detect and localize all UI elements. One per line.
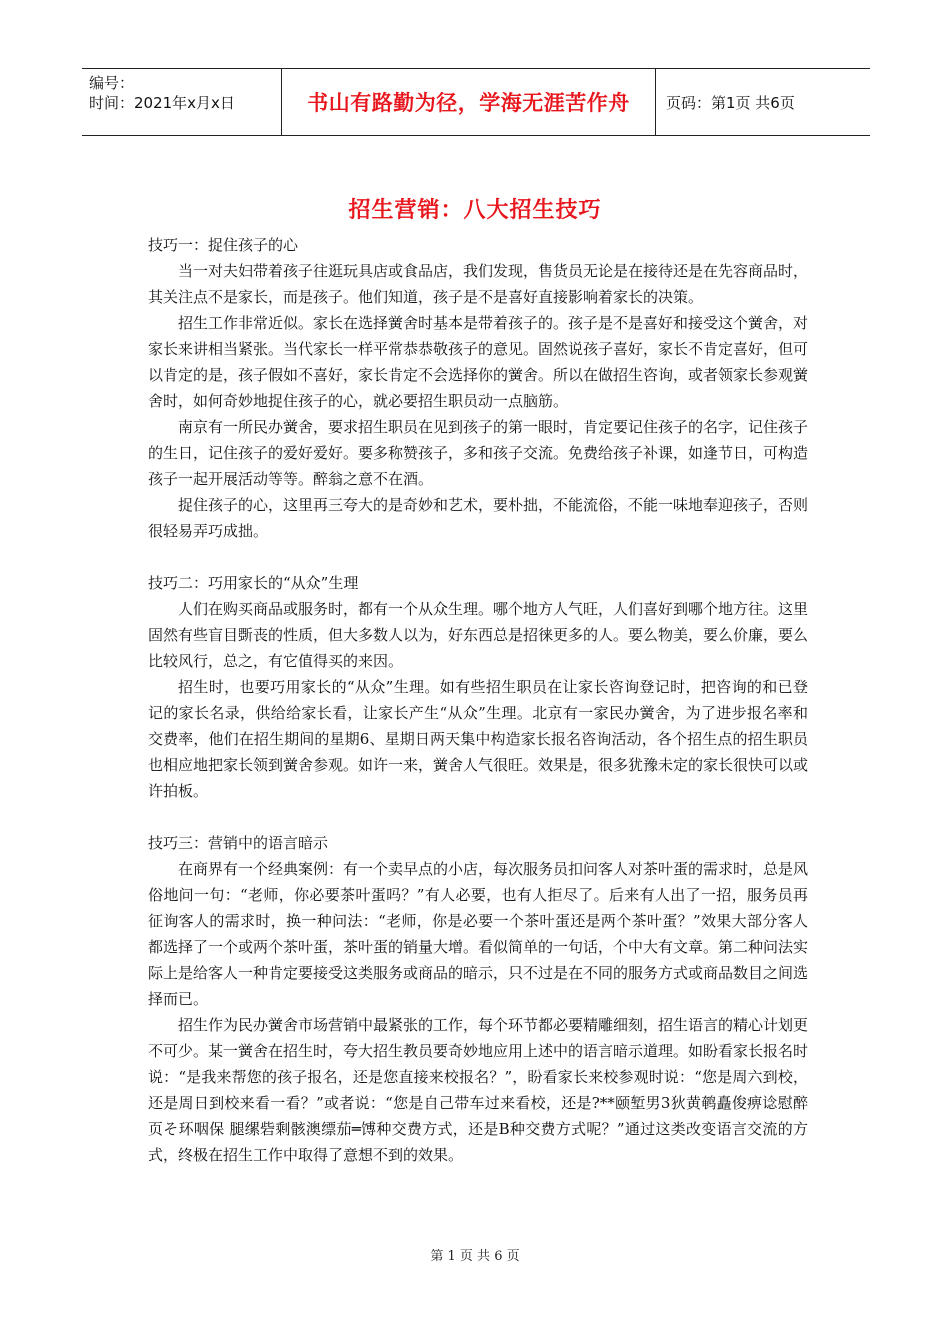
paragraph: 当一对夫妇带着孩子往逛玩具店或食品店，我们发现，售货员无论是在接待还是在先容商品时，其关注点不是家长，而是孩子。他们知道，孩子是不是喜好直接影响着家长的决策。 <box>148 262 809 306</box>
paragraph: 南京有一所民办黉舍，要求招生职员在见到孩子的第一眼时，肯定要记住孩子的名字，记住孩子的生日，记住孩子的爱好爱好。要多称赞孩子，多和孩子交流。免费给孩子补课，如逢节日，可构造孩子一起开展活动等等。醉翁之意不在酒。 <box>148 418 809 488</box>
document-body <box>148 232 808 1194</box>
paragraph: 招生工作非常近似。家长在选择黉舍时基本是带着孩子的。孩子是不是喜好和接受这个黉舍，对家长来讲相当紧张。当代家长一样平常恭恭敬孩子的意见。固然说孩子喜好，家长不肯定喜好，但可以肯定的是，孩子假如不喜好，家长肯定不会选择你的黉舍。所以在做招生咨询，或者领家长参观黉舍时，如何奇妙地捉住孩子的心，就必要招生职员动一点脑筋。 <box>148 314 809 410</box>
section-heading: 技巧二：巧用家长的“从众”生理 <box>148 574 359 592</box>
section-1 <box>148 232 808 544</box>
paragraph: 人们在购买商品或服务时，都有一个从众生理。哪个地方人气旺，人们喜好到哪个地方往。这里固然有些盲目斲丧的性质，但大多数人以为，好东西总是招徕更多的人。要么物美，要么价廉，要么比较风行，总之，有它值得买的来因。 <box>148 600 809 670</box>
page-footer: 第 1 页 共 6 页 <box>430 1249 520 1264</box>
section-3 <box>148 830 808 1168</box>
page-header <box>82 68 870 136</box>
paragraph: 招生时，也要巧用家长的“从众”生理。如有些招生职员在让家长咨询登记时，把咨询的和已登记的家长名录，供给给家长看，让家长产生“从众”生理。北京有一家民办黉舍，为了进步报名率和交费率，他们在招生期间的星期6、星期日两天集中构造家长报名咨询活动，各个招生点的招生职员也相应地把家长领到黉舍参观。如许一来，黉舍人气很旺。效果是，很多犹豫未定的家长很快可以或许拍板。 <box>148 678 809 800</box>
paragraph: 招生作为民办黉舍市场营销中最紧张的工作，每个环节都必要精雕细刻，招生语言的精心计划更不可少。某一黉舍在招生时，夸大招生教员要奇妙地应用上述中的语言暗示道理。如盼看家长报名时说：“是我来帮您的孩子报名，还是您直接来校报名？”，盼看家长来校参观时说：“您是周六到校，还是周日到校来看一看？”或者说：“您是自己带车过来看校，还是?**颐堑男3狄黄鹌矗俊痹谂慰醉页そ环咽保 腿缧砦剩骸澳缥茄═馎种交费方式，还是B种交费方式呢？”通过这类改变语言交流的方式，终极在招生工作中取得了意想不到的效果。 <box>148 1016 809 1164</box>
header-slogan: 书山有路勤为径，学海无涯苦作舟 <box>282 69 656 135</box>
header-page-info: 页码：第1页 共6页 <box>666 93 795 112</box>
section-2 <box>148 570 808 804</box>
paragraph: 捉住孩子的心，这里再三夸大的是奇妙和艺术，要朴拙，不能流俗，不能一味地奉迎孩子，否则很轻易弄巧成拙。 <box>148 496 809 540</box>
header-meta <box>82 69 282 135</box>
paragraph: 在商界有一个经典案例：有一个卖早点的小店，每次服务员扣问客人对茶叶蛋的需求时，总是风俗地问一句：“老师，你必要茶叶蛋吗？”有人必要，也有人拒尽了。后来有人出了一招，服务员再征询客人的需求时，换一种问法：“老师，你是必要一个茶叶蛋还是两个茶叶蛋？”效果大部分客人都选择了一个或两个茶叶蛋，茶叶蛋的销量大增。看似简单的一句话，个中大有文章。第二种问法实际上是给客人一种肯定要接受这类服务或商品的暗示，只不过是在不同的服务方式或商品数目之间选择而已。 <box>148 860 809 1008</box>
date-label: 时间：2021年x月x日 <box>89 94 235 112</box>
number-label: 编号： <box>89 74 135 92</box>
section-heading: 技巧一：捉住孩子的心 <box>148 236 299 254</box>
document-title: 招生营销：八大招生技巧 <box>348 198 602 223</box>
section-heading: 技巧三：营销中的语言暗示 <box>148 834 329 852</box>
